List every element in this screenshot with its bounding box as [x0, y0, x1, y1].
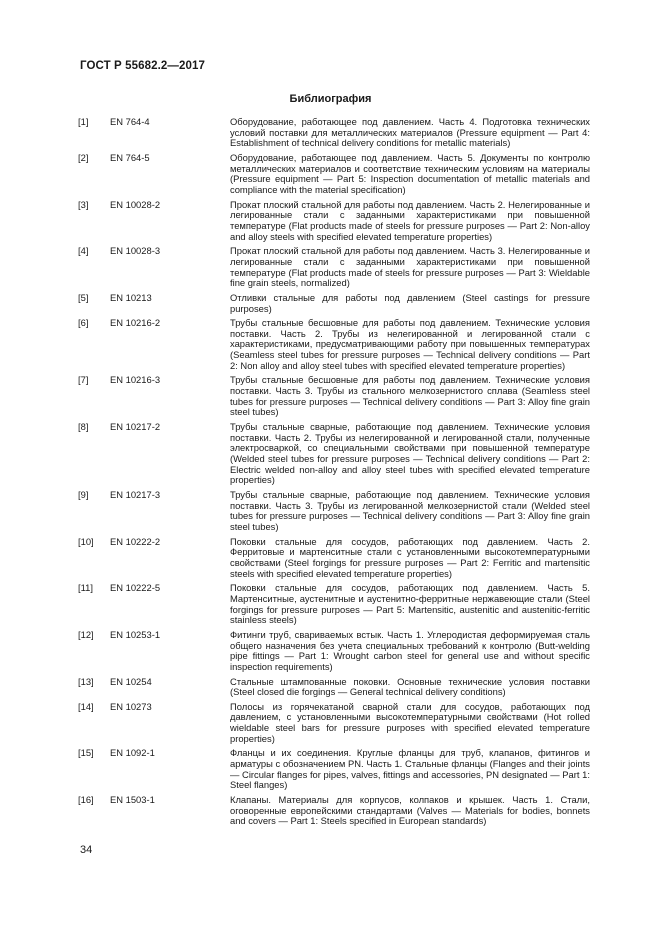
- bibliography-entry: [78, 293, 590, 314]
- bibliography-entry: [78, 677, 590, 698]
- bibliography-entry: [78, 200, 590, 243]
- entry-number: [14]: [78, 700, 94, 712]
- bibliography-entry: [78, 117, 590, 149]
- entry-code: EN 10273: [110, 700, 152, 712]
- bibliography-entry: [78, 422, 590, 486]
- entry-number: [9]: [78, 489, 89, 500]
- entry-code: EN 10216-3: [110, 374, 161, 386]
- entry-code: EN 10253-1: [110, 628, 161, 640]
- bibliography-list: [78, 117, 590, 827]
- entry-description: Трубы стальные бесшовные для работы под давлением. Технические условия поставки. Часть 2. Трубы из нелегированной и легированной стали с характеристиками, предусматривающими работу при повышенных температурах (Seamless steel tubes for pressure purposes — Technical delivery conditions — Part 2: Non alloy and alloy steel tubes with specified elevated temperature properties): [230, 317, 590, 371]
- entry-code: EN 10217-3: [110, 489, 161, 500]
- section-title: Библиография: [289, 93, 372, 105]
- entry-code: EN 10216-2: [110, 317, 161, 329]
- entry-description: Прокат плоский стальной для работы под давлением. Часть 3. Нелегированные и легированные стали с заданными характеристиками при повышенной температуре (Flat products made of steels for pressure purposes — Part 3: Wieldable fine grain steels, normalized): [230, 245, 590, 289]
- bibliography-entry: [78, 630, 590, 673]
- bibliography-entry: [78, 490, 590, 533]
- entry-code: EN 764-5: [110, 151, 150, 163]
- entry-number: [3]: [78, 198, 89, 210]
- bibliography-entry: [78, 583, 590, 626]
- entry-number: [13]: [78, 675, 94, 687]
- entry-description: Клапаны. Материалы для корпусов, колпаков и крышек. Часть 1. Стали, оговоренные европейскими стандартами (Valves — Materials for bodies, bonnets and covers — Part 1: Steels specified in European standards): [230, 794, 590, 827]
- entry-code: EN 10222-2: [110, 535, 161, 547]
- entry-code: EN 10254: [110, 675, 152, 687]
- entry-number: [5]: [78, 291, 89, 303]
- entry-code: EN 10028-3: [110, 245, 161, 257]
- entry-description: Поковки стальные для сосудов, работающих под давлением. Часть 5. Мартенситные, аустенитные и аустенитно-ферритные нержавеющие стали (Steel forgings for pressure purposes — Part 5: Martensitic, austenitic and austenitic-ferritic stainless steels): [230, 582, 590, 626]
- entry-number: [11]: [78, 582, 93, 594]
- page-number: 34: [80, 844, 93, 856]
- entry-code: EN 1092-1: [110, 747, 155, 759]
- bibliography-entry: [78, 318, 590, 371]
- bibliography-entry: [78, 702, 590, 745]
- entry-number: [2]: [78, 151, 89, 163]
- bibliography-entry: [78, 153, 590, 196]
- entry-number: [16]: [78, 794, 94, 806]
- entry-description: Оборудование, работающее под давлением. Часть 5. Документы по контролю металлических материалов и соответствие техническим условиям на материалы (Pressure equipment — Part 5: Inspection documentation of metallic materials and compliance with the material specification): [230, 151, 590, 195]
- bibliography-entry: [78, 246, 590, 289]
- bibliography-entry: [78, 537, 590, 580]
- entry-description: Оборудование, работающее под давлением. Часть 4. Подготовка технических условий поставки для металлических материалов (Pressure equipment — Part 4: Establishment of technical delivery conditions for metallic materials): [230, 116, 590, 149]
- entry-description: Стальные штампованные поковки. Основные технические условия поставки (Steel closed die forgings — General technical delivery conditions): [230, 675, 590, 698]
- entry-description: Фитинги труб, свариваемых встык. Часть 1. Углеродистая деформируемая сталь общего назначения без учета специальных требований к контролю (Butt-welding pipe fittings — Part 1: Wrought carbon steel for general use and without specific inspection requirements): [230, 628, 590, 672]
- entry-code: EN 10028-2: [110, 198, 161, 210]
- entry-description: Трубы стальные сварные, работающие под давлением. Технические условия поставки. Часть 2. Трубы из нелегированной и легированной стали, полученные электросваркой, со специальными свойствами при повышенной температуре (Welded steel tubes for pressure purposes — Technical delivery conditions — Part 2: Electric welded non-alloy and alloy steel tubes with specified elevated temperature properties): [230, 421, 590, 486]
- bibliography-entry: [78, 375, 590, 418]
- entry-description: Прокат плоский стальной для работы под давлением. Часть 2. Нелегированные и легированные стали с заданными характеристиками при повышенной температуре (Flat products made of steels for pressure purposes — Part 2: Non-alloy and alloy steels with specified elevated temperature properties): [230, 198, 590, 242]
- entry-number: [4]: [78, 245, 89, 257]
- entry-number: [6]: [78, 317, 89, 329]
- entry-code: EN 10213: [110, 291, 152, 303]
- bibliography-entry: [78, 795, 590, 827]
- document-header: ГОСТ Р 55682.2—2017: [80, 60, 205, 72]
- entry-number: [15]: [78, 747, 94, 759]
- entry-code: EN 10217-2: [110, 421, 161, 433]
- entry-number: [10]: [78, 535, 94, 547]
- entry-description: Трубы стальные сварные, работающие под давлением. Технические условия поставки. Часть 3. Трубы из легированной мелкозернистой стали (Welded steel tubes for pressure purposes — Technical delivery conditions — Part 3: Alloy fine grain steel tubes): [230, 489, 590, 532]
- entry-description: Фланцы и их соединения. Круглые фланцы для труб, клапанов, фитингов и арматуры с обозначением PN. Часть 1. Стальные фланцы (Flanges and their joints — Circular flanges for pipes, valves, fittings and accessories, PN designated — Part 1: Steel flanges): [230, 747, 590, 791]
- entry-description: Отливки стальные для работы под давлением (Steel castings for pressure purposes): [230, 291, 590, 314]
- entry-number: [8]: [78, 421, 89, 433]
- entry-number: [7]: [78, 374, 89, 386]
- entry-description: Трубы стальные бесшовные для работы под давлением. Технические условия поставки. Часть 3. Трубы из стального мелкозернистого сплава (Seamless steel tubes for pressure purposes — Technical delivery conditions — Part 3: Alloy fine grain steel tubes): [230, 374, 590, 418]
- entry-code: EN 10222-5: [110, 582, 161, 594]
- entry-description: Полосы из горячекатаной сварной стали для сосудов, работающих под давлением, с установленными высокотемпературными свойствами (Hot rolled wieldable steel bars for pressure purposes with specified elevated temperature properties): [230, 700, 590, 744]
- entry-code: EN 764-4: [110, 116, 150, 127]
- entry-description: Поковки стальные для сосудов, работающих под давлением. Часть 2. Ферритовые и мартенситные стали с установленными высокотемпературными свойствами (Steel forgings for pressure purposes — Part 2: Ferritic and martensitic steels with specified elevated temperature properties): [230, 535, 590, 579]
- entry-number: [1]: [78, 116, 89, 127]
- entry-code: EN 1503-1: [110, 794, 155, 806]
- entry-number: [12]: [78, 628, 94, 640]
- bibliography-entry: [78, 748, 590, 791]
